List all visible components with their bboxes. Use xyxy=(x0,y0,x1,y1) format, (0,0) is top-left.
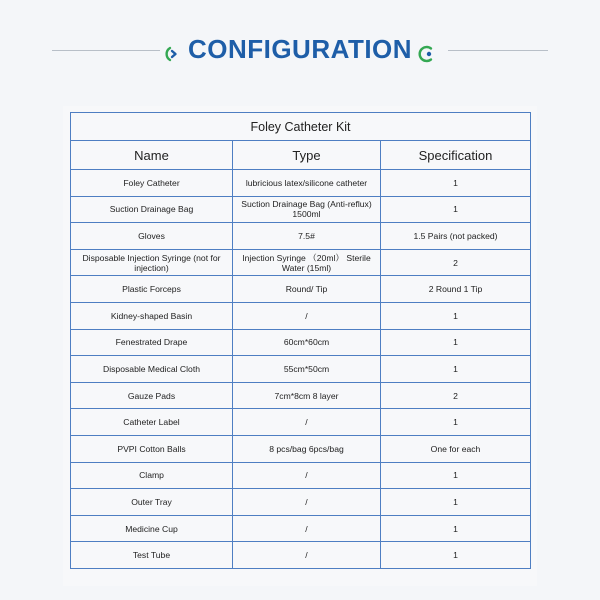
table-row xyxy=(71,489,531,516)
cell-name: PVPI Cotton Balls xyxy=(71,435,233,462)
cell-specification: One for each xyxy=(381,435,531,462)
cell-type: 55cm*50cm xyxy=(233,356,381,383)
cell-type: / xyxy=(233,489,381,516)
table-row xyxy=(71,249,531,276)
cell-type: / xyxy=(233,302,381,329)
cell-type: Round/ Tip xyxy=(233,276,381,303)
cell-name: Disposable Medical Cloth xyxy=(71,356,233,383)
cell-specification: 2 xyxy=(381,249,531,276)
table-row xyxy=(71,276,531,303)
cell-type: Injection Syringe （20ml） Sterile Water (15ml) xyxy=(233,249,381,276)
table-row xyxy=(71,462,531,489)
header xyxy=(0,0,600,100)
cell-name: Kidney-shaped Basin xyxy=(71,302,233,329)
configuration-table xyxy=(70,112,531,569)
cell-name: Gloves xyxy=(71,223,233,250)
cell-specification: 1 xyxy=(381,462,531,489)
cell-name: Catheter Label xyxy=(71,409,233,436)
cell-name: Foley Catheter xyxy=(71,170,233,197)
table-caption: Foley Catheter Kit xyxy=(71,113,531,141)
cell-type: / xyxy=(233,462,381,489)
arrow-swirl-icon xyxy=(164,39,182,57)
cell-type: 7cm*8cm 8 layer xyxy=(233,382,381,409)
cell-specification: 1 xyxy=(381,542,531,569)
cell-specification: 1 xyxy=(381,489,531,516)
cell-name: Gauze Pads xyxy=(71,382,233,409)
cell-specification: 2 xyxy=(381,382,531,409)
swirl-dot-icon xyxy=(418,39,436,57)
cell-specification: 1 xyxy=(381,356,531,383)
table-row xyxy=(71,356,531,383)
table-row xyxy=(71,515,531,542)
cell-name: Disposable Injection Syringe (not for injection) xyxy=(71,249,233,276)
cell-specification: 1 xyxy=(381,329,531,356)
column-header-name: Name xyxy=(71,141,233,170)
cell-type: / xyxy=(233,515,381,542)
cell-name: Suction Drainage Bag xyxy=(71,196,233,223)
cell-specification: 2 Round 1 Tip xyxy=(381,276,531,303)
table-row xyxy=(71,542,531,569)
table-row xyxy=(71,170,531,197)
column-header-specification: Specification xyxy=(381,141,531,170)
table-row xyxy=(71,329,531,356)
page-title: CONFIGURATION xyxy=(187,34,413,64)
table-row xyxy=(71,435,531,462)
table-row xyxy=(71,409,531,436)
table-row xyxy=(71,196,531,223)
cell-specification: 1 xyxy=(381,302,531,329)
table-row xyxy=(71,223,531,250)
cell-type: Suction Drainage Bag (Anti-reflux) 1500ml xyxy=(233,196,381,223)
cell-name: Test Tube xyxy=(71,542,233,569)
cell-specification: 1 xyxy=(381,170,531,197)
cell-name: Plastic Forceps xyxy=(71,276,233,303)
table-row xyxy=(71,302,531,329)
cell-type: 7.5# xyxy=(233,223,381,250)
cell-specification: 1 xyxy=(381,515,531,542)
cell-specification: 1.5 Pairs (not packed) xyxy=(381,223,531,250)
cell-specification: 1 xyxy=(381,196,531,223)
cell-name: Medicine Cup xyxy=(71,515,233,542)
cell-name: Clamp xyxy=(71,462,233,489)
cell-name: Fenestrated Drape xyxy=(71,329,233,356)
cell-type: / xyxy=(233,409,381,436)
cell-type: / xyxy=(233,542,381,569)
page-title-wrap xyxy=(0,34,600,65)
table-row xyxy=(71,382,531,409)
cell-type: 60cm*60cm xyxy=(233,329,381,356)
cell-name: Outer Tray xyxy=(71,489,233,516)
column-header-type: Type xyxy=(233,141,381,170)
cell-type: 8 pcs/bag 6pcs/bag xyxy=(233,435,381,462)
cell-type: lubricious latex/silicone catheter xyxy=(233,170,381,197)
cell-specification: 1 xyxy=(381,409,531,436)
